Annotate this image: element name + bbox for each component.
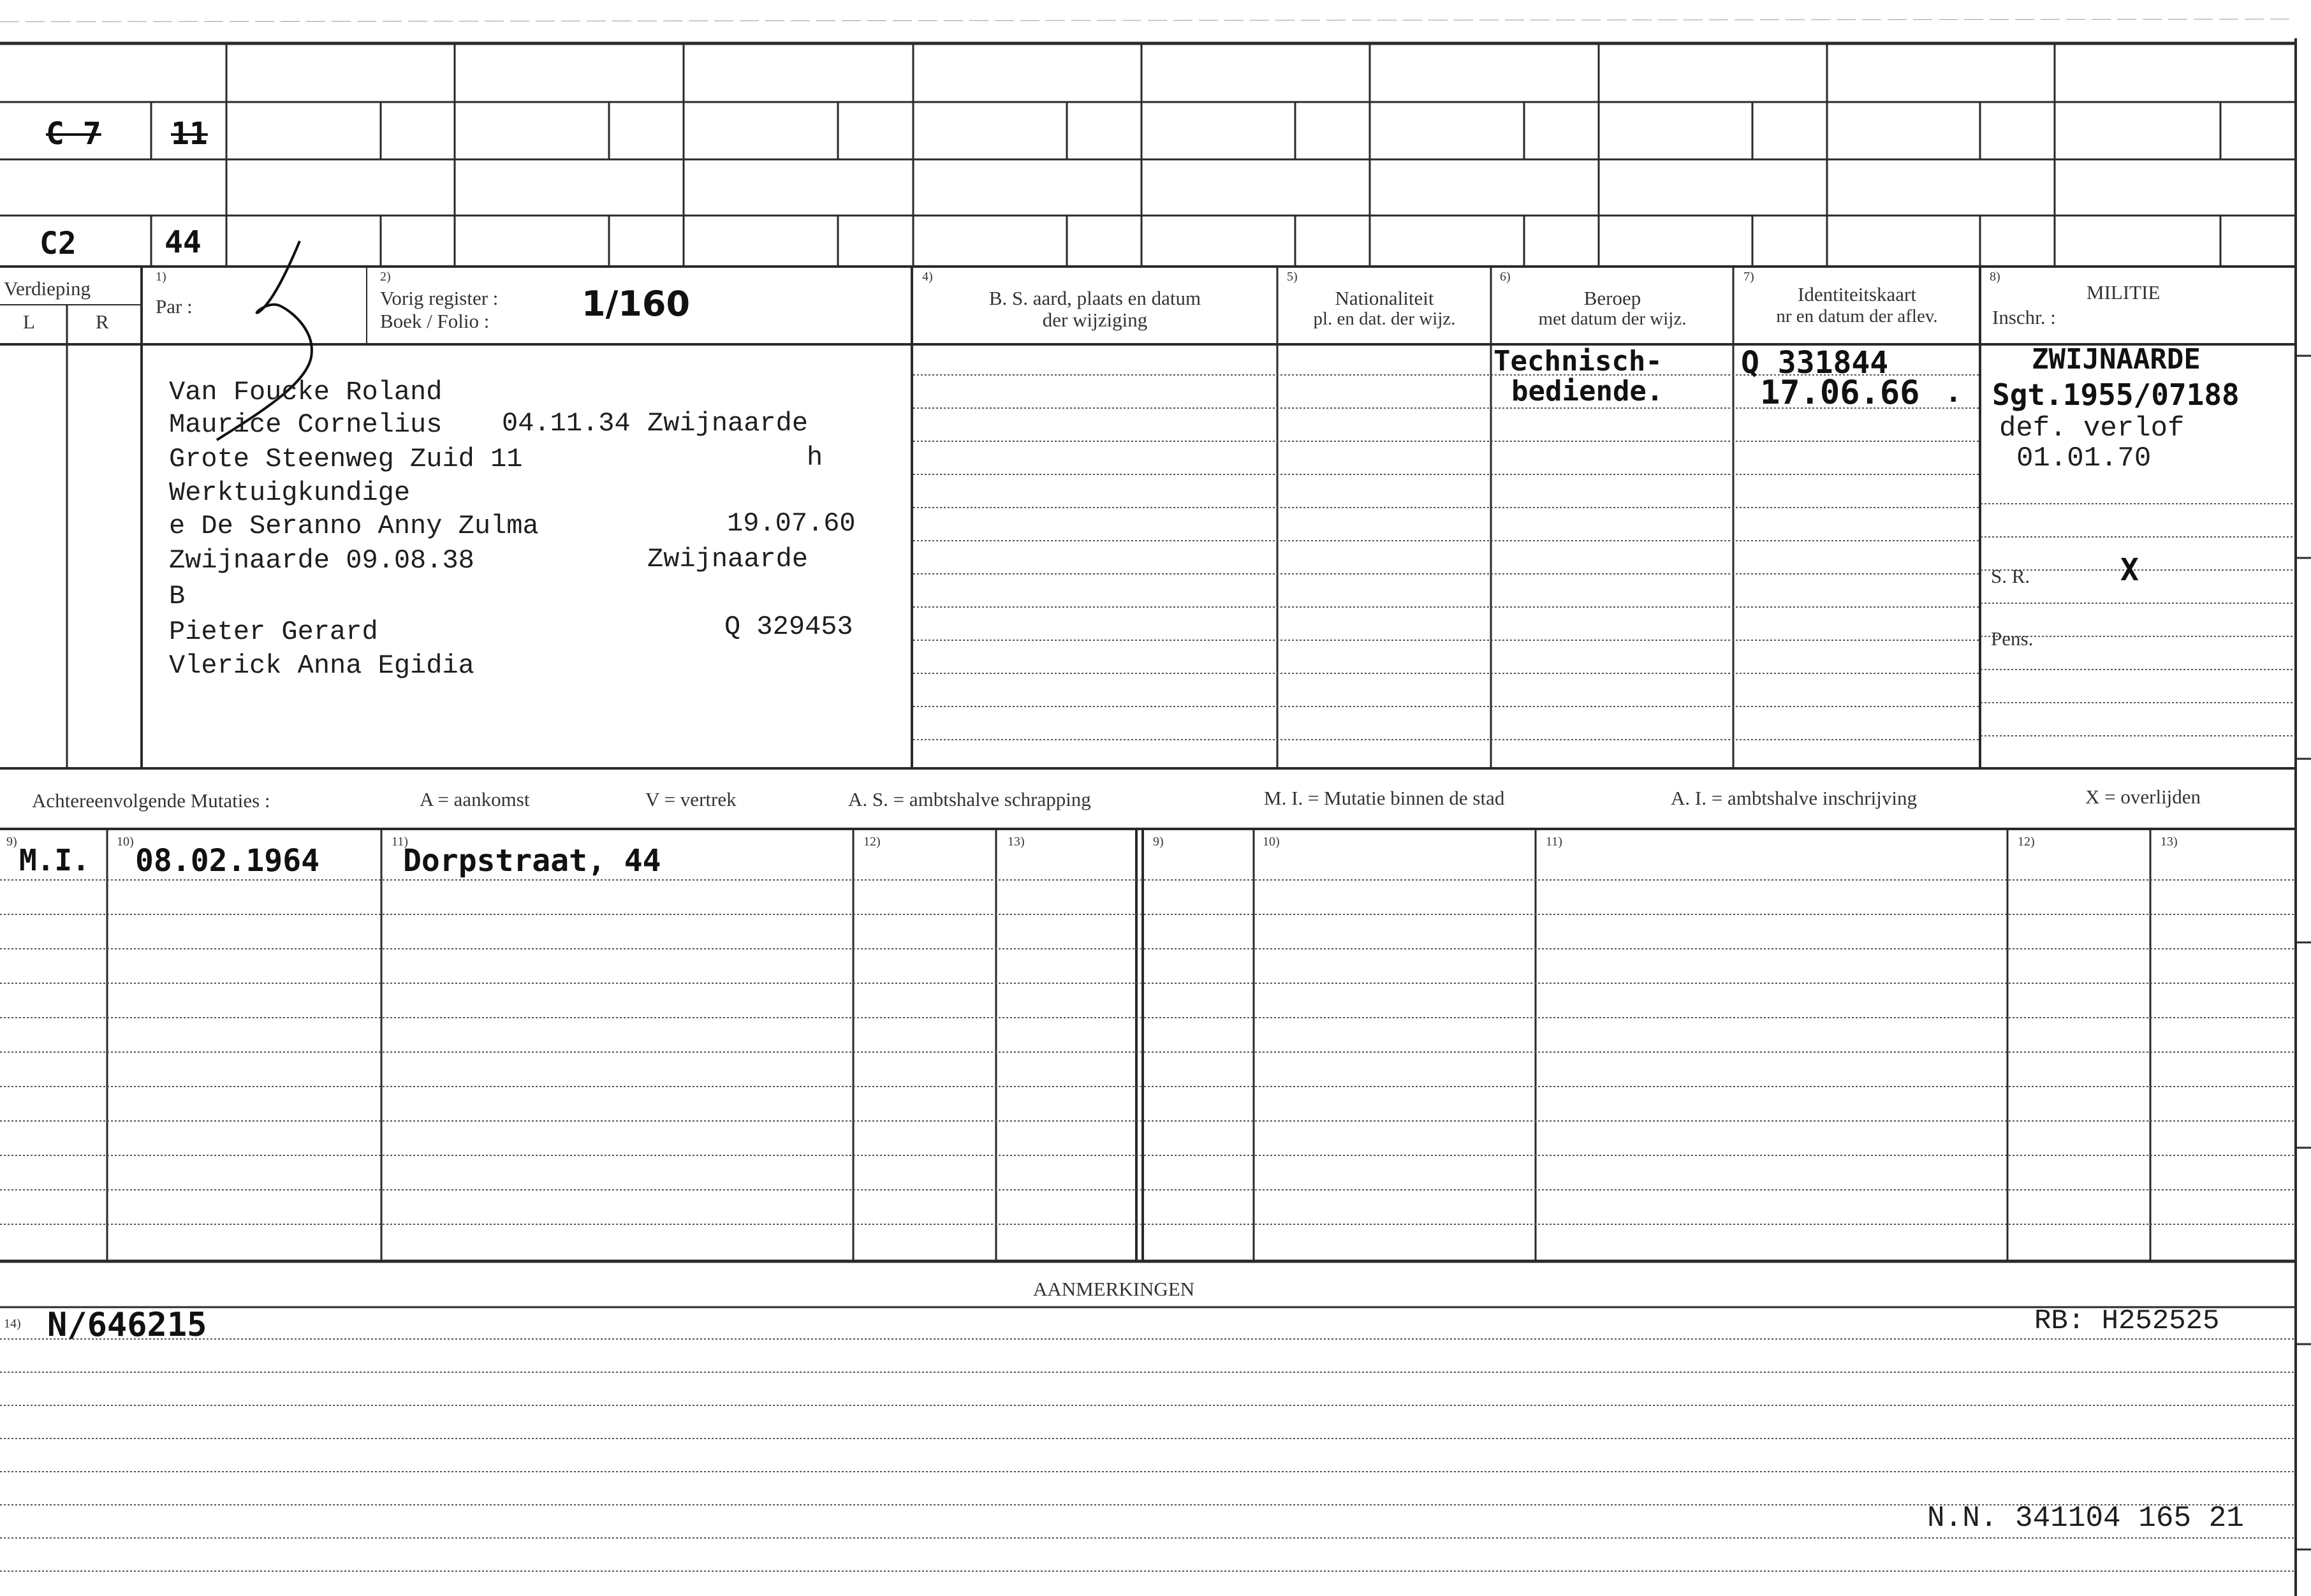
id-number: 7): [1743, 270, 1754, 284]
nat-number: 5): [1287, 270, 1298, 284]
militie-header: MILITIE: [2087, 281, 2161, 304]
col11b-number: 11): [1546, 835, 1562, 849]
aanmerkingen-title: AANMERKINGEN: [1033, 1278, 1195, 1300]
beroep-header-line2: met datum der wijz.: [1538, 309, 1687, 329]
par-number: 1): [156, 270, 166, 284]
person-father: Pieter Gerard: [169, 617, 378, 647]
col10b-number: 10): [1263, 835, 1280, 849]
person-id-card: Q 329453: [724, 611, 853, 642]
person-address-mark: h: [807, 443, 823, 473]
pens-label: Pens.: [1991, 627, 2034, 650]
id-header-line2: nr en datum der aflev.: [1776, 306, 1938, 326]
id-card-dot: .: [1945, 376, 1962, 409]
top-cell-r1-right: 11: [171, 116, 208, 152]
mutatie-type: M.I.: [19, 843, 90, 877]
person-spouse-place: Zwijnaarde: [647, 544, 809, 575]
aanmerkingen-number: 14): [4, 1317, 21, 1331]
bs-number: 4): [922, 270, 933, 284]
col9b-number: 9): [1153, 835, 1164, 849]
legend-ambtshalve-inschrijving: A. I. = ambtshalve inschrijving: [1671, 787, 1917, 809]
nn-number: N.N. 341104 165 21: [1927, 1502, 2244, 1535]
id-card-number: Q 331844: [1741, 345, 1889, 381]
aanmerkingen-value: N/646215: [47, 1306, 207, 1344]
verdieping-left-label: L: [23, 311, 35, 333]
nat-header-line1: Nationaliteit: [1335, 287, 1434, 309]
mutaties-title: Achtereenvolgende Mutaties :: [32, 789, 270, 812]
legend-aankomst: A = aankomst: [420, 788, 530, 810]
vorig-register-label: Vorig register :: [380, 287, 499, 309]
boek-folio-label: Boek / Folio :: [380, 310, 490, 332]
mutatie-date: 08.02.1964: [135, 843, 319, 879]
beroep-number: 6): [1500, 270, 1511, 284]
col10-number: 10): [117, 835, 134, 849]
sr-label: S. R.: [1991, 565, 2030, 587]
col11-number: 11): [392, 835, 408, 849]
legend-vertrek: V = vertrek: [645, 788, 737, 810]
legend-mutatie-binnen-stad: M. I. = Mutatie binnen de stad: [1264, 787, 1505, 809]
legend-ambtshalve-schrapping: A. S. = ambtshalve schrapping: [848, 788, 1091, 810]
person-marriage-date: 19.07.60: [727, 508, 856, 539]
col12-number: 12): [863, 835, 881, 849]
militie-place: ZWIJNAARDE: [2032, 343, 2201, 376]
person-line-b: B: [169, 581, 186, 611]
sr-value: X: [2120, 552, 2139, 588]
par-label: Par :: [156, 295, 193, 318]
col13-number: 13): [1008, 835, 1025, 849]
verdieping-right-label: R: [96, 311, 109, 333]
col13b-number: 13): [2161, 835, 2178, 849]
militie-date: 01.01.70: [2016, 443, 2152, 474]
person-address: Grote Steenweg Zuid 11: [169, 444, 523, 474]
person-spouse-birth: Zwijnaarde 09.08.38: [169, 545, 474, 576]
top-cell-r1-left: C 7: [46, 116, 101, 152]
person-birth-date: 04.11.34: [502, 408, 631, 439]
militie-verlof: def. verlof: [1999, 413, 2185, 444]
rb-number: RB: H252525: [2034, 1305, 2220, 1337]
beroep-line1: Technisch-: [1493, 345, 1662, 377]
person-occupation: Werktuigkundige: [169, 478, 411, 508]
beroep-header-line1: Beroep: [1583, 287, 1641, 309]
vorig-number: 2): [380, 270, 391, 284]
person-name-line2: Maurice Cornelius: [169, 409, 443, 440]
person-spouse: e De Seranno Anny Zulma: [169, 511, 539, 541]
id-header-line1: Identiteitskaart: [1798, 283, 1916, 305]
vorig-register-value: 1/160: [582, 284, 691, 324]
militie-sgt: Sgt.1955/07188: [1992, 377, 2240, 412]
person-name-line1: Van Foucke Roland: [169, 377, 443, 407]
bs-header-line1: B. S. aard, plaats en datum: [988, 287, 1201, 309]
person-mother: Vlerick Anna Egidia: [169, 650, 474, 681]
mutatie-address: Dorpstraat, 44: [403, 843, 661, 879]
legend-overlijden: X = overlijden: [2085, 786, 2201, 808]
id-card-date: 17.06.66: [1760, 374, 1920, 412]
top-cell-r3-left: C2: [40, 226, 77, 261]
bs-header-line2: der wijziging: [1042, 309, 1148, 331]
top-cell-r3-right: 44: [165, 224, 202, 260]
beroep-line2: bediende.: [1511, 375, 1664, 407]
nat-header-line2: pl. en dat. der wijz.: [1313, 309, 1456, 329]
verdieping-label: Verdieping: [4, 277, 91, 300]
militie-number: 8): [1990, 270, 2000, 284]
person-birth-place: Zwijnaarde: [647, 408, 809, 439]
inschr-label: Inschr. :: [1992, 306, 2056, 328]
col9-number: 9): [6, 835, 17, 849]
col12b-number: 12): [2018, 835, 2035, 849]
